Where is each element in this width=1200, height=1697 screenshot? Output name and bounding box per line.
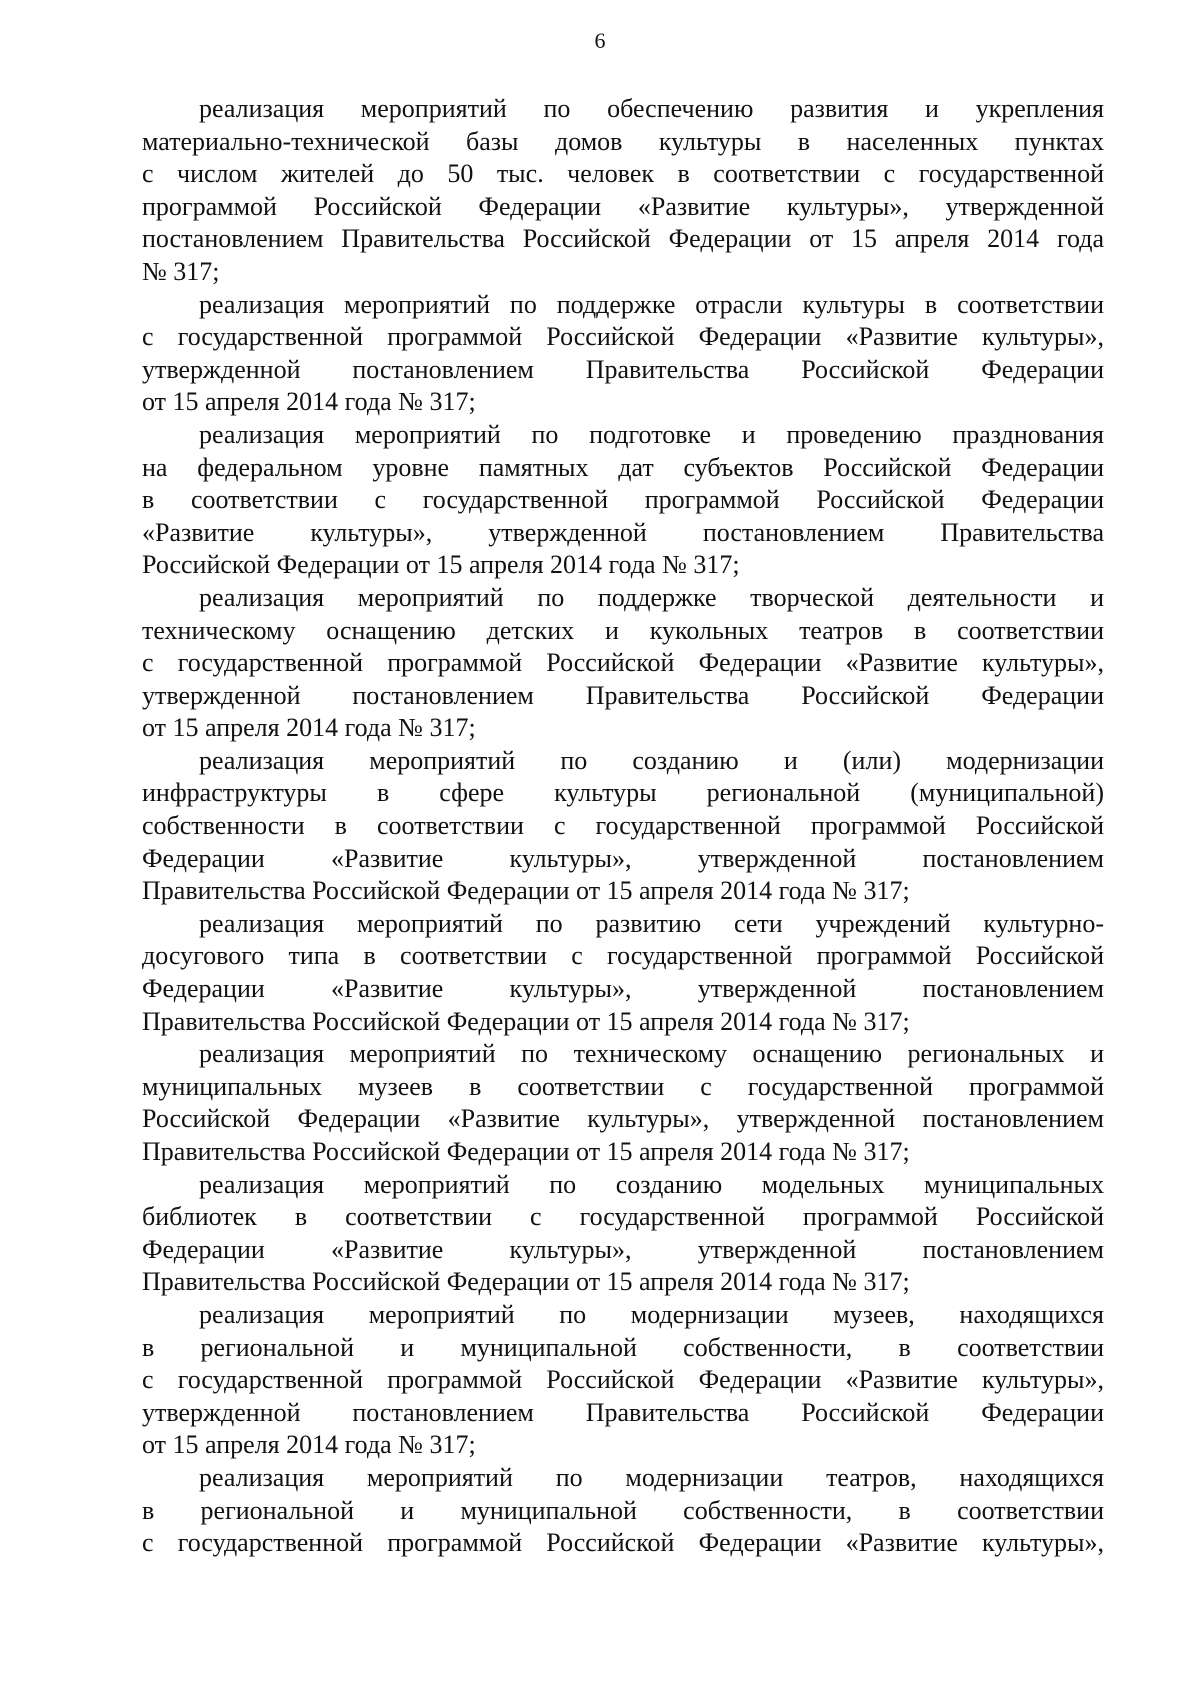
text-line: инфраструктуры в сфере культуры региональной (муниципальной) [142, 778, 1104, 808]
text-line: с государственной программой Российской Федерации «Развитие культуры», [142, 1365, 1104, 1395]
text-line: Федерации «Развитие культуры», утвержденной постановлением [142, 974, 1104, 1004]
text-line: на федеральном уровне памятных дат субъектов Российской Федерации [142, 452, 1104, 482]
text-line: техническому оснащению детских и кукольных театров в соответствии [142, 615, 1104, 645]
text-line: «Развитие культуры», утвержденной постановлением Правительства [142, 517, 1104, 547]
text-line: Федерации «Развитие культуры», утвержденной постановлением [142, 843, 1104, 873]
text-line: утвержденной постановлением Правительства Российской Федерации [142, 680, 1104, 710]
text-line: Правительства Российской Федерации от 15 апреля 2014 года № 317; [142, 876, 910, 906]
paragraph [142, 908, 1104, 1038]
text-line: от 15 апреля 2014 года № 317; [142, 713, 476, 743]
text-line: Федерации «Развитие культуры», утвержденной постановлением [142, 1234, 1104, 1264]
text-line: Российской Федерации от 15 апреля 2014 года № 317; [142, 550, 740, 580]
text-line: с государственной программой Российской Федерации «Развитие культуры», [142, 322, 1104, 352]
text-line: Российской Федерации «Развитие культуры», утвержденной постановлением [142, 1104, 1104, 1134]
text-line: от 15 апреля 2014 года № 317; [142, 387, 476, 417]
text-line: Правительства Российской Федерации от 15 апреля 2014 года № 317; [142, 1137, 910, 1166]
text-line: реализация мероприятий по поддержке творческой деятельности и [199, 582, 1104, 612]
paragraph [142, 745, 1104, 908]
text-line: утвержденной постановлением Правительства Российской Федерации [142, 354, 1104, 384]
paragraph [142, 419, 1104, 582]
text-line: собственности в соответствии с государственной программой Российской [142, 811, 1104, 841]
paragraph [142, 1038, 1104, 1168]
text-line: № 317; [142, 256, 220, 286]
text-line: с государственной программой Российской Федерации «Развитие культуры», [142, 1528, 1104, 1558]
text-line: реализация мероприятий по техническому оснащению региональных и [199, 1039, 1104, 1069]
paragraph [142, 1462, 1104, 1560]
paragraph [142, 1299, 1104, 1462]
text-line: реализация мероприятий по обеспечению развития и укрепления [199, 94, 1104, 123]
text-line: досугового типа в соответствии с государственной программой Российской [142, 941, 1104, 971]
paragraph [142, 289, 1104, 419]
text-line: в региональной и муниципальной собственности, в соответствии [142, 1332, 1104, 1362]
text-line: муниципальных музеев в соответствии с государственной программой [142, 1071, 1104, 1101]
text-line: утвержденной постановлением Правительства Российской Федерации [142, 1397, 1104, 1427]
paragraph [142, 582, 1104, 745]
paragraph [142, 93, 1104, 289]
page-number: 6 [594, 28, 606, 53]
text-line: Правительства Российской Федерации от 15 апреля 2014 года № 317; [142, 1267, 910, 1297]
text-line: реализация мероприятий по созданию и (или) модернизации [199, 745, 1104, 775]
text-line: реализация мероприятий по поддержке отрасли культуры в соответствии [199, 289, 1104, 319]
text-line: реализация мероприятий по модернизации музеев, находящихся [199, 1299, 1104, 1329]
text-line: реализация мероприятий по созданию модельных муниципальных [199, 1169, 1104, 1199]
text-line: реализация мероприятий по модернизации театров, находящихся [199, 1462, 1104, 1492]
document-body [142, 93, 1104, 1560]
text-line: материально-технической базы домов культуры в населенных пунктах [142, 126, 1104, 156]
text-line: реализация мероприятий по подготовке и проведению празднования [199, 419, 1104, 449]
text-line: в региональной и муниципальной собственности, в соответствии [142, 1495, 1104, 1525]
text-line: реализация мероприятий по развитию сети учреждений культурно- [199, 908, 1104, 938]
paragraph [142, 1169, 1104, 1299]
text-line: с государственной программой Российской Федерации «Развитие культуры», [142, 648, 1104, 678]
text-line: постановлением Правительства Российской Федерации от 15 апреля 2014 года [142, 224, 1104, 254]
text-line: в соответствии с государственной программой Российской Федерации [142, 485, 1104, 515]
text-line: библиотек в соответствии с государственной программой Российской [142, 1202, 1104, 1232]
text-line: программой Российской Федерации «Развитие культуры», утвержденной [142, 191, 1104, 221]
text-line: от 15 апреля 2014 года № 317; [142, 1430, 476, 1460]
text-line: с числом жителей до 50 тыс. человек в соответствии с государственной [142, 159, 1104, 189]
text-line: Правительства Российской Федерации от 15 апреля 2014 года № 317; [142, 1006, 910, 1036]
